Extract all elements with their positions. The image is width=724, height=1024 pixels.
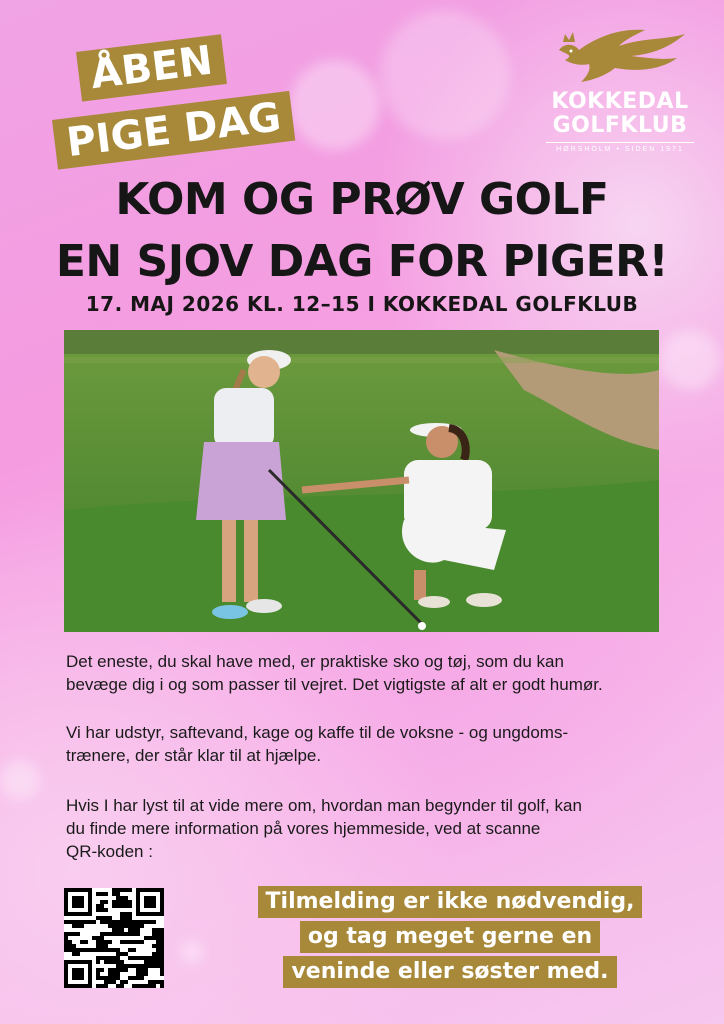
event-date: 17. MAJ 2026 KL. 12–15 I KOKKEDAL GOLFKLUB xyxy=(85,292,639,316)
callout-line-3: veninde eller søster med. xyxy=(283,956,616,988)
event-badge xyxy=(44,24,294,172)
info-paragraph-1 xyxy=(66,650,666,696)
club-name-line-2: GOLFKLUB xyxy=(552,113,688,138)
golf-lesson-photo xyxy=(64,330,659,632)
info-p2-line-2: trænere, der står klar til at hjælpe. xyxy=(66,746,322,765)
badge-line-2: PIGE DAG xyxy=(52,91,296,170)
club-logo xyxy=(536,20,704,170)
callout-line-1: Tilmelding er ikke nødvendig, xyxy=(258,886,643,918)
info-p3-line-3: QR-koden : xyxy=(66,842,153,861)
club-tagline: HØRSHOLM • SIDEN 1971 xyxy=(546,142,694,153)
info-p1-line-2: bevæge dig i og som passer til vejret. Det vigtigste af alt er godt humør. xyxy=(66,675,603,694)
info-p3-line-2: du finde mere information på vores hjemmeside, ved at scanne xyxy=(66,819,541,838)
info-p2-line-1: Vi har udstyr, saftevand, kage og kaffe til de voksne - og ungdoms- xyxy=(66,723,569,742)
headline-line-2: EN SJOV DAG FOR PIGER! xyxy=(55,236,669,287)
callout-line-2: og tag meget gerne en xyxy=(300,921,600,953)
info-p3-line-1: Hvis I har lyst til at vide mere om, hvordan man begynder til golf, kan xyxy=(66,796,582,815)
signup-callout xyxy=(240,886,660,991)
info-paragraph-2 xyxy=(66,721,666,767)
info-paragraph-3 xyxy=(66,794,666,863)
headline-line-1: KOM OG PRØV GOLF xyxy=(115,174,609,225)
info-p1-line-1: Det eneste, du skal have med, er praktiske sko og tøj, som du kan xyxy=(66,652,564,671)
club-name-line-1: KOKKEDAL xyxy=(551,89,689,114)
qr-code[interactable] xyxy=(64,888,164,988)
badge-line-1: ÅBEN xyxy=(76,34,227,101)
phoenix-bird-icon xyxy=(545,20,695,90)
